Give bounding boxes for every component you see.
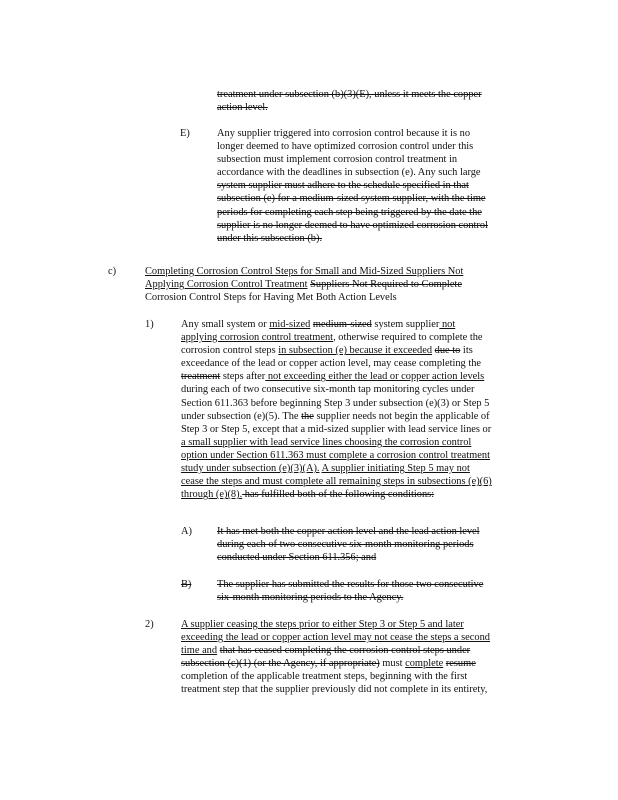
text-line xyxy=(217,179,488,192)
text-line xyxy=(181,618,490,631)
paragraph-E xyxy=(217,127,488,245)
text-line xyxy=(145,265,463,278)
text-run: It has met both the copper action level and the lead action level xyxy=(217,526,480,537)
text-run: exceedance of the lead or copper action level, may cease completing the xyxy=(181,358,482,370)
text-line xyxy=(217,192,488,205)
text-run: not xyxy=(439,319,456,330)
text-line xyxy=(217,88,482,101)
text-run: subsection must implement corrosion control treatment in xyxy=(217,154,458,166)
text-run: conducted under Section 611.356; and xyxy=(217,552,377,564)
item-label-B: B) xyxy=(181,579,192,590)
text-line xyxy=(181,331,492,344)
item-label-A: A) xyxy=(181,526,192,537)
text-line xyxy=(181,383,492,396)
text-line xyxy=(181,436,492,449)
text-line xyxy=(217,232,488,245)
text-run: that has ceased completing the corrosion control steps under xyxy=(219,645,471,657)
text-run: longer deemed to have optimized corrosion control under this xyxy=(217,141,474,153)
text-run: Step 3 or Step 5, except that a mid-sized supplier with lead service lines or xyxy=(181,423,492,435)
text-line xyxy=(181,462,492,475)
text-run: treatment under subsection (b)(3)(E), unless it meets the copper xyxy=(217,89,482,100)
text-run: study under subsection (e)(3)(A). xyxy=(181,463,320,475)
text-line xyxy=(217,591,483,604)
text-run: Suppliers Not Required to Complete xyxy=(310,279,462,291)
paragraph-A xyxy=(217,525,480,564)
text-line xyxy=(145,291,463,304)
text-line xyxy=(217,153,488,166)
text-run: must xyxy=(379,658,406,670)
text-run: during each of two consecutive six-month tap monitoring cycles under xyxy=(181,384,475,396)
text-line xyxy=(181,370,492,383)
text-run: has fulfilled both of the following conditions: xyxy=(242,489,435,501)
text-run: a small supplier with lead service lines choosing the corrosion control xyxy=(181,436,472,448)
text-run: exceeding the lead or copper action level may not cease the steps a second xyxy=(181,632,490,644)
text-run: accordance with the deadlines in subsection (e). Any such large xyxy=(217,167,481,179)
section-label-c: c) xyxy=(108,266,117,277)
text-run: complete xyxy=(405,658,444,670)
text-line xyxy=(181,670,490,683)
text-line xyxy=(181,410,492,423)
text-run: supplier is no longer deemed to have optimized corrosion control xyxy=(217,219,488,231)
text-run: through (e)(8). xyxy=(181,489,243,501)
text-run: action level. xyxy=(217,102,268,114)
text-run: applying corrosion control treatment xyxy=(181,332,334,344)
text-run: subsection (c)(1) (or the Agency, if appropriate) xyxy=(181,658,380,670)
text-run: in subsection (e) because it exceeded xyxy=(278,345,433,357)
text-run: resume xyxy=(445,658,476,670)
text-line xyxy=(217,551,480,564)
text-line xyxy=(217,101,482,114)
text-line xyxy=(217,538,480,551)
text-line xyxy=(217,219,488,232)
item-label-2: 2) xyxy=(145,619,154,630)
text-run: Any small system or xyxy=(181,319,270,330)
text-run: A supplier ceasing the steps prior to either Step 3 or Step 5 and later xyxy=(181,619,464,630)
text-run: corrosion control steps xyxy=(181,345,279,357)
text-line xyxy=(181,475,492,488)
text-line xyxy=(217,140,488,153)
text-line xyxy=(181,488,492,501)
text-line xyxy=(181,397,492,410)
text-line xyxy=(181,423,492,436)
text-run: its xyxy=(460,345,473,357)
text-run: treatment step that the supplier previously did not complete in its entirety, xyxy=(181,684,488,696)
text-line xyxy=(181,318,492,331)
text-run: system supplier xyxy=(371,319,440,330)
text-run: completion of the applicable treatment steps, beginning with the first xyxy=(181,671,468,683)
text-line xyxy=(181,357,492,370)
text-line xyxy=(217,525,480,538)
text-run: during each of two consecutive six-month monitoring periods xyxy=(217,539,474,551)
paragraph-continued-from-previous-page xyxy=(217,88,482,114)
text-run: A supplier initiating Step 5 may not xyxy=(321,463,470,475)
paragraph-2 xyxy=(181,618,490,697)
text-run: under this subsection (b). xyxy=(217,232,323,244)
text-run: Section 611.363 before beginning Step 3 under subsection (e)(3) or Step 5 xyxy=(181,397,490,409)
text-run: supplier needs not begin the applicable of xyxy=(313,410,490,422)
text-run: time and xyxy=(181,645,218,657)
paragraph-1 xyxy=(181,318,492,501)
section-heading-c xyxy=(145,265,463,304)
text-line xyxy=(217,166,488,179)
text-run: , otherwise required to complete the xyxy=(333,332,483,344)
text-run: six-month monitoring periods to the Agency. xyxy=(217,592,404,604)
text-line xyxy=(181,683,490,696)
text-run: Corrosion Control Steps for Having Met Both Action Levels xyxy=(145,292,397,304)
text-line xyxy=(145,278,463,291)
item-label-E: E) xyxy=(180,128,190,139)
text-run: subsection (e) for a medium-sized system supplier, with the time xyxy=(217,193,486,205)
item-label-1: 1) xyxy=(145,319,154,330)
text-run: cease the steps and must complete all remaining steps in subsections (e)(6) xyxy=(181,476,492,488)
text-run: option under Section 611.363 must complete a corrosion control treatment xyxy=(181,449,490,461)
text-line xyxy=(217,578,483,591)
text-run: The supplier has submitted the results for those two consecutive xyxy=(217,579,484,590)
text-run: Applying Corrosion Control Treatment xyxy=(145,279,308,291)
text-run: medium-sized xyxy=(312,319,372,330)
paragraph-B xyxy=(217,578,483,604)
text-run: steps after xyxy=(220,371,266,383)
text-run: Any supplier triggered into corrosion control because it is no xyxy=(217,128,471,139)
text-line xyxy=(181,631,490,644)
text-run: under subsection (e)(5). The xyxy=(181,410,302,422)
text-run: Completing Corrosion Control Steps for Small and Mid-Sized Suppliers Not xyxy=(145,266,464,277)
text-run: periods for completing each step being triggered by the date the xyxy=(217,206,482,218)
text-run: mid-sized xyxy=(269,319,311,330)
text-line xyxy=(217,206,488,219)
text-run: the xyxy=(301,410,314,422)
text-line xyxy=(181,344,492,357)
text-run: system supplier must adhere to the schedule specified in that xyxy=(217,180,469,192)
text-line xyxy=(181,449,492,462)
text-line xyxy=(217,127,488,140)
text-run: not exceeding either the lead or copper action levels xyxy=(265,371,485,383)
text-line xyxy=(181,657,490,670)
text-line xyxy=(181,644,490,657)
text-run: due to xyxy=(434,345,461,357)
text-run: treatment xyxy=(181,371,221,383)
